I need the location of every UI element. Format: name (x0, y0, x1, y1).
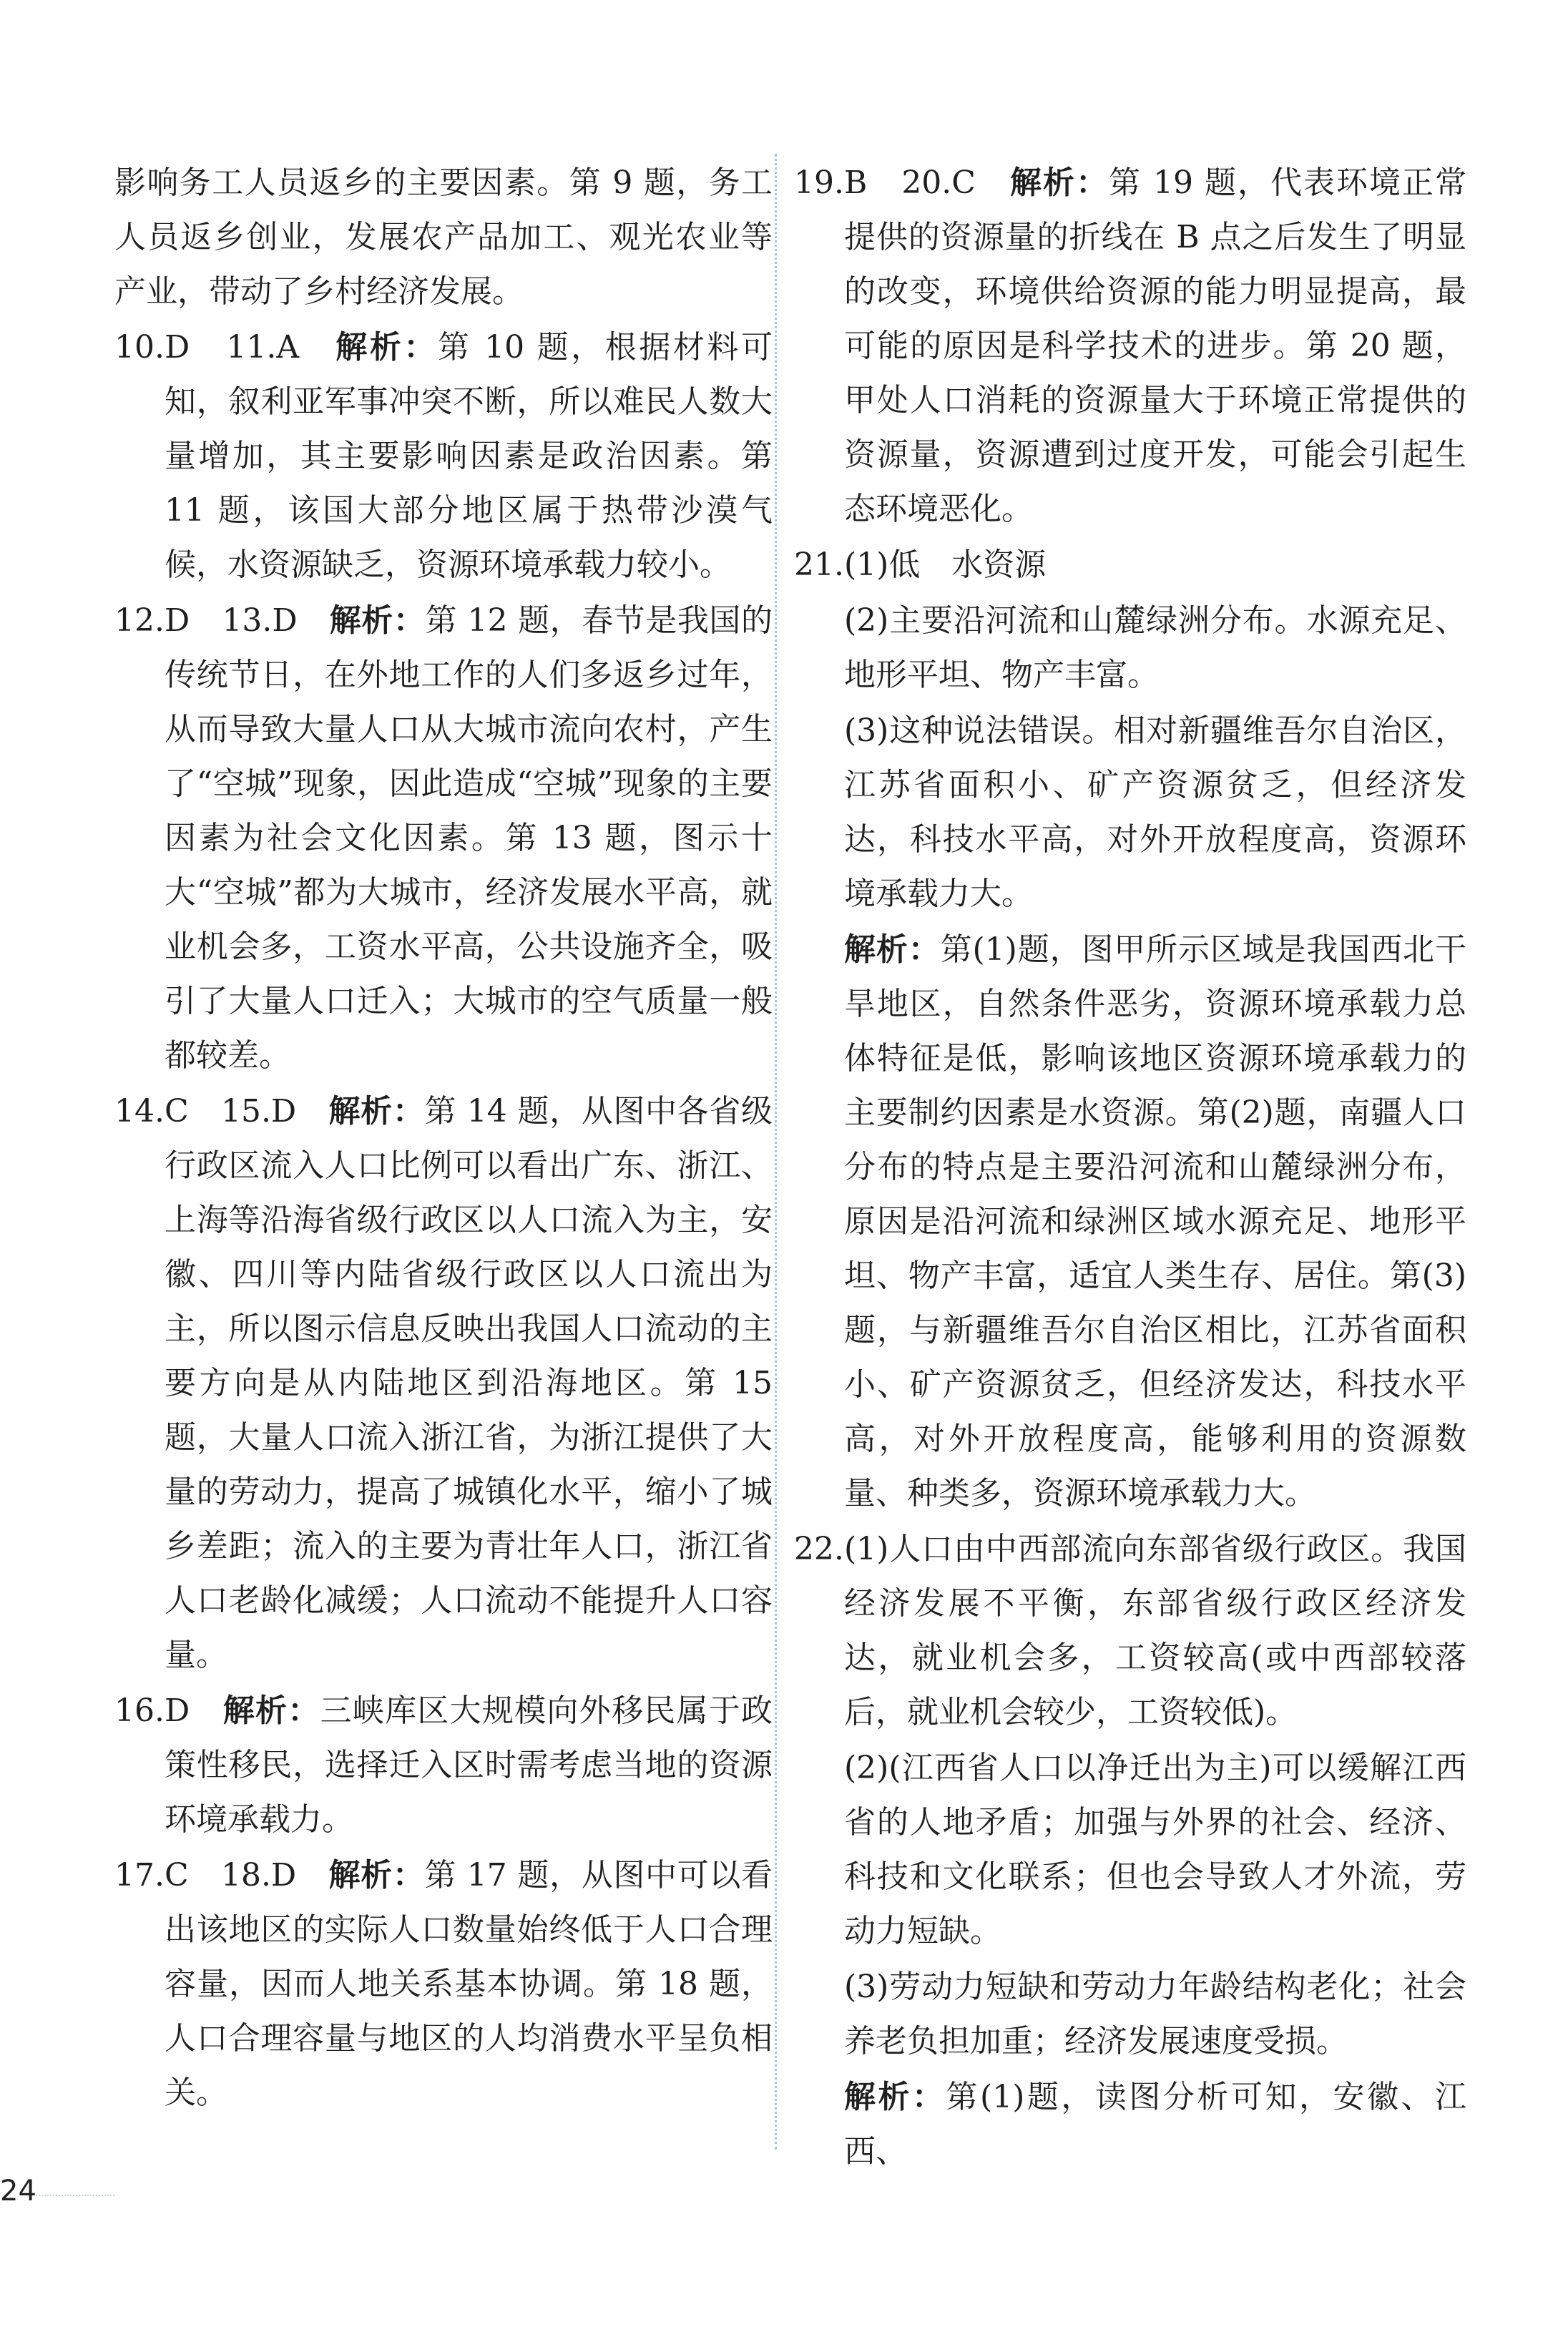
answer-key: 22.(1)人口由中西部流向东部省级行政区。 (794, 1531, 1403, 1567)
paragraph-text: (3)这种说法错误。相对新疆维吾尔自治区，江苏省面积小、矿产资源贫乏，但经济发达，科技水平高，对外开放程度高，资源环境承载力大。 (844, 712, 1466, 912)
left-column (114, 156, 773, 2122)
paragraph-text: 我国经济发展不平衡，东部省级行政区经济发达，就业机会多，工资较高(或中西部较落后，就业机会较少，工资较低)。 (844, 1531, 1466, 1730)
analysis-label: 解析： (1009, 165, 1109, 201)
answer-key: 10.D 11.A (114, 329, 336, 366)
paragraph-text: 三峡库区大规模向外移民属于政策性移民，选择迁入区时需考虑当地的资源环境承载力。 (165, 1692, 773, 1838)
answer-paragraph (114, 594, 773, 1083)
answer-key: 14.C 15.D (114, 1093, 329, 1130)
analysis-label: 解析： (222, 1692, 320, 1729)
paragraph-text: 第 17 题，从图中可以看出该地区的实际人口数量始终低于人口合理容量，因而人地关系基本协调。第 18 题，人口合理容量与地区的人均消费水平呈负相关。 (165, 1857, 773, 2111)
paragraph-text: 第 12 题，春节是我国的传统节日，在外地工作的人们多返乡过年，从而导致大量人口从大城市流向农村，产生了“空城”现象，因此造成“空城”现象的主要因素为社会文化因素。第 13 题，图示十大“空城”都为大城市，经济发展水平高，就业机会多，工资水平高，公共设施齐全，吸引了大量人口迁入；大城市的空气质量一般都较差。 (165, 602, 773, 1074)
answer-paragraph (794, 1960, 1466, 2069)
paragraph-text: 第(1)题，读图分析可知，安徽、江西、 (844, 2079, 1466, 2170)
answer-paragraph (794, 594, 1466, 702)
page-number: 24 (0, 2175, 36, 2208)
answer-paragraph (114, 1684, 773, 1847)
answer-paragraph (794, 2070, 1466, 2179)
paragraph-text: (3)劳动力短缺和劳动力年龄结构老化；社会养老负担加重；经济发展速度受损。 (844, 1969, 1466, 2059)
answer-key: 21.(1)低 水资源 (794, 547, 1047, 583)
paragraph-text: 影响务工人员返乡的主要因素。第 9 题，务工人员返乡创业，发展农产品加工、观光农业等产业，带动了乡村经济发展。 (114, 165, 773, 310)
answer-paragraph (794, 923, 1466, 1521)
answer-paragraph (794, 1522, 1466, 1740)
answer-key: 12.D 13.D (114, 602, 330, 639)
answer-paragraph (114, 1084, 773, 1682)
paragraph-text: (2)主要沿河流和山麓绿洲分布。水源充足、地形平坦、物产丰富。 (844, 602, 1466, 693)
answer-key: 19.B 20.C (794, 165, 1010, 201)
answer-paragraph (794, 704, 1466, 921)
answer-key: 17.C 18.D (114, 1857, 329, 1893)
analysis-label: 解析： (844, 2079, 946, 2115)
analysis-label: 解析： (329, 602, 426, 639)
analysis-label: 解析： (328, 1093, 425, 1130)
page-number-rule (36, 2195, 114, 2196)
answer-paragraph (794, 156, 1466, 536)
answer-paragraph (794, 1741, 1466, 1959)
answer-paragraph (114, 320, 773, 592)
analysis-label: 解析： (328, 1857, 425, 1893)
answer-paragraph (114, 156, 773, 319)
paragraph-text: 第 10 题，根据材料可知，叙利亚军事冲突不断，所以难民人数大量增加，其主要影响因素是政治因素。第 11 题，该国大部分地区属于热带沙漠气候，水资源缺乏，资源环境承载力较小。 (165, 329, 773, 583)
paragraph-text: 第(1)题，图甲所示区域是我国西北干旱地区，自然条件恶劣，资源环境承载力总体特征是低，影响该地区资源环境承载力的主要制约因素是水资源。第(2)题，南疆人口分布的特点是主要沿河流和山麓绿洲分布，原因是沿河流和绿洲区域水源充足、地形平坦、物产丰富，适宜人类生存、居住。第(3)题，与新疆维吾尔自治区相比，江苏省面积小、矿产资源贫乏，但经济发达，科技水平高，对外开放程度高，能够利用的资源数量、种类多，资源环境承载力大。 (844, 931, 1467, 1511)
analysis-label: 解析： (844, 931, 941, 968)
paragraph-text: 第 14 题，从图中各省级行政区流入人口比例可以看出广东、浙江、上海等沿海省级行政区以人口流入为主，安徽、四川等内陆省级行政区以人口流出为主，所以图示信息反映出我国人口流动的主要方向是从内陆地区到沿海地区。第 15 题，大量人口流入浙江省，为浙江提供了大量的劳动力，提高了城镇化水平，缩小了城乡差距；流入的主要为青壮年人口，浙江省人口老龄化减缓；人口流动不能提升人口容量。 (165, 1093, 773, 1673)
analysis-label: 解析： (335, 329, 438, 366)
column-divider (775, 154, 777, 2150)
answer-key: 16.D (114, 1692, 223, 1729)
answer-paragraph (114, 1848, 773, 2120)
paragraph-text: 第 19 题，代表环境正常提供的资源量的折线在 B 点之后发生了明显的改变，环境供给资源的能力明显提高，最可能的原因是科学技术的进步。第 20 题，甲处人口消耗的资源量大于环境正常提供的资源量，资源遭到过度开发，可能会引起生态环境恶化。 (844, 165, 1466, 527)
right-column (794, 156, 1466, 2180)
paragraph-text: (2)(江西省人口以净迁出为主)可以缓解江西省的人地矛盾；加强与外界的社会、经济、科技和文化联系；但也会导致人才外流，劳动力短缺。 (844, 1750, 1466, 1949)
answer-paragraph (794, 538, 1466, 592)
